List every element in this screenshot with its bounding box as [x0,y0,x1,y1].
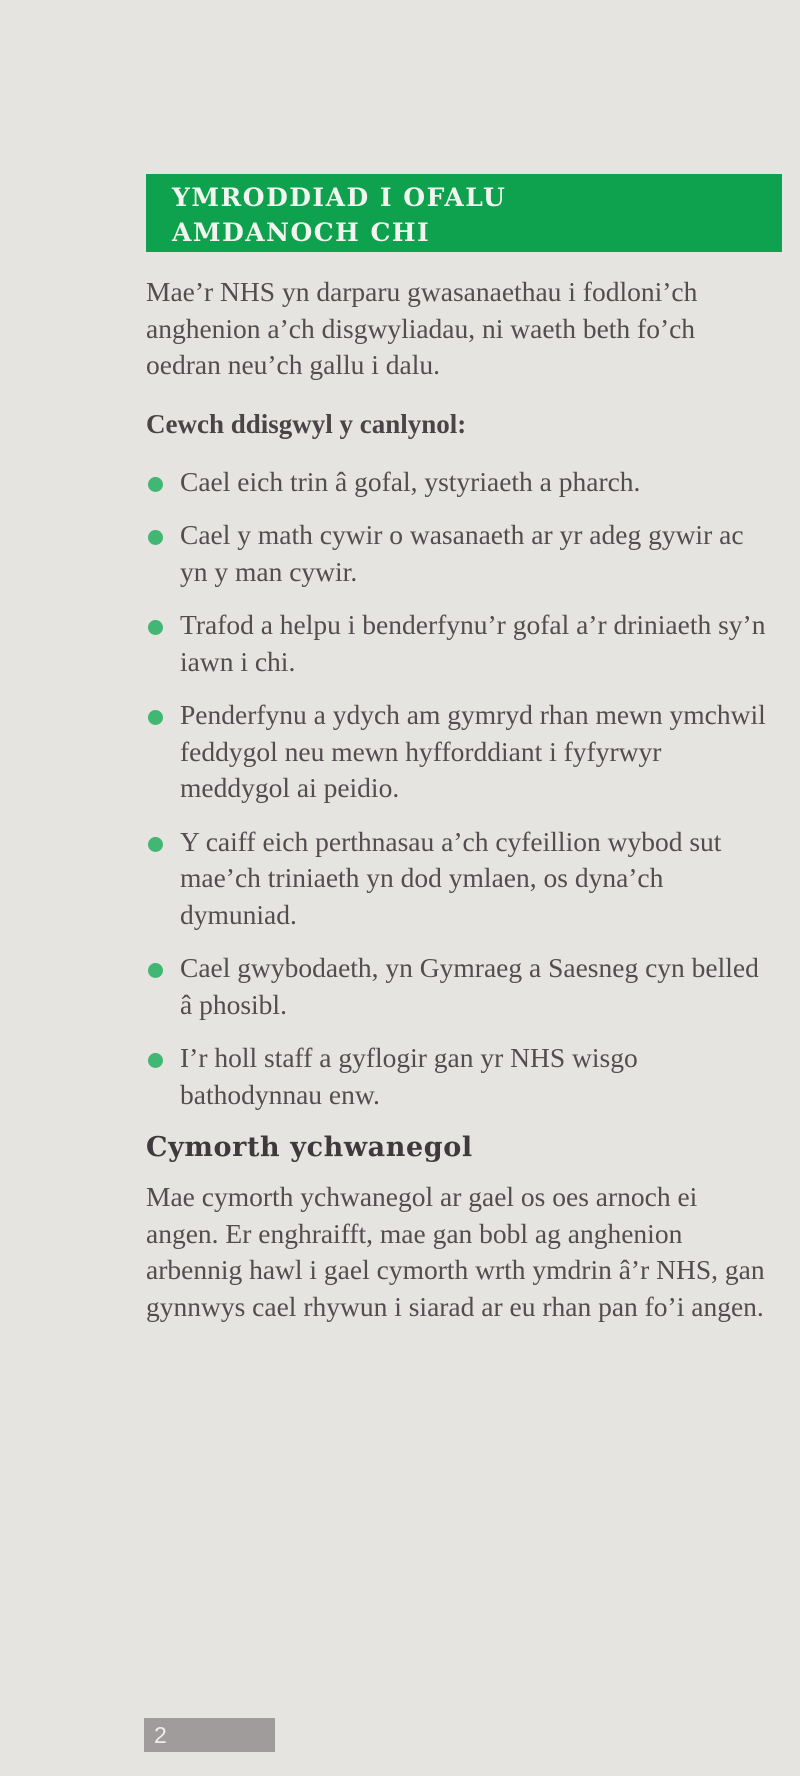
list-item [146,1040,772,1113]
bullet-icon [148,837,163,852]
bullet-icon [148,1053,163,1068]
bullet-icon [148,477,163,492]
list-item-text: Trafod a helpu i benderfynu’r gofal a’r driniaeth sy’n iawn i chi. [180,609,766,677]
list-item [146,464,772,501]
list-item-text: I’r holl staff a gyflogir gan yr NHS wisgo bathodynnau enw. [180,1042,638,1110]
page-content [146,274,772,1325]
bullet-icon [148,530,163,545]
list-item-text: Y caiff eich perthnasau a’ch cyfeillion wybod sut mae’ch triniaeth yn dod ymlaen, os dyna’ch dymuniad. [180,825,722,930]
extra-help-paragraph: Mae cymorth ychwanegol ar gael os oes arnoch ei angen. Er enghraifft, mae gan bobl ag anghenion arbennig hawl i gael cymorth wrth ymdrin â’r NHS, gan gynnwys cael rhywun i siarad ar eu rhan pan fo’i angen. [146,1181,765,1322]
list-item-text: Cael gwybodaeth, yn Gymraeg a Saesneg cyn belled â phosibl. [180,952,759,1020]
list-item-text: Cael eich trin â gofal, ystyriaeth a pharch. [180,465,641,497]
list-item [146,824,772,934]
bullet-icon [148,710,163,725]
list-item [146,517,772,590]
extra-help-heading: Cymorth ychwanegol [146,1132,473,1163]
expectations-list [146,464,772,1114]
list-item-text: Penderfynu a ydych am gymryd rhan mewn ymchwil feddygol neu mewn hyfforddiant i fyfyrwyr meddygol ai peidio. [180,699,766,803]
bullet-icon [148,620,163,635]
expectations-heading: Cewch ddisgwyl y canlynol: [146,408,467,439]
section-title-line-1: YMRODDIAD I OFALU [172,183,507,212]
section-title-banner [146,174,782,252]
bullet-icon [148,963,163,978]
list-item [146,697,772,807]
list-item [146,950,772,1023]
section-title-line-2: AMDANOCH CHI [172,218,431,247]
page-number-tab: 2 [144,1718,275,1752]
list-item-text: Cael y math cywir o wasanaeth ar yr adeg gywir ac yn y man cywir. [180,519,744,587]
intro-paragraph: Mae’r NHS yn darparu gwasanaethau i fodloni’ch anghenion a’ch disgwyliadau, ni waeth beth fo’ch oedran neu’ch gallu i dalu. [146,276,698,380]
list-item [146,607,772,680]
